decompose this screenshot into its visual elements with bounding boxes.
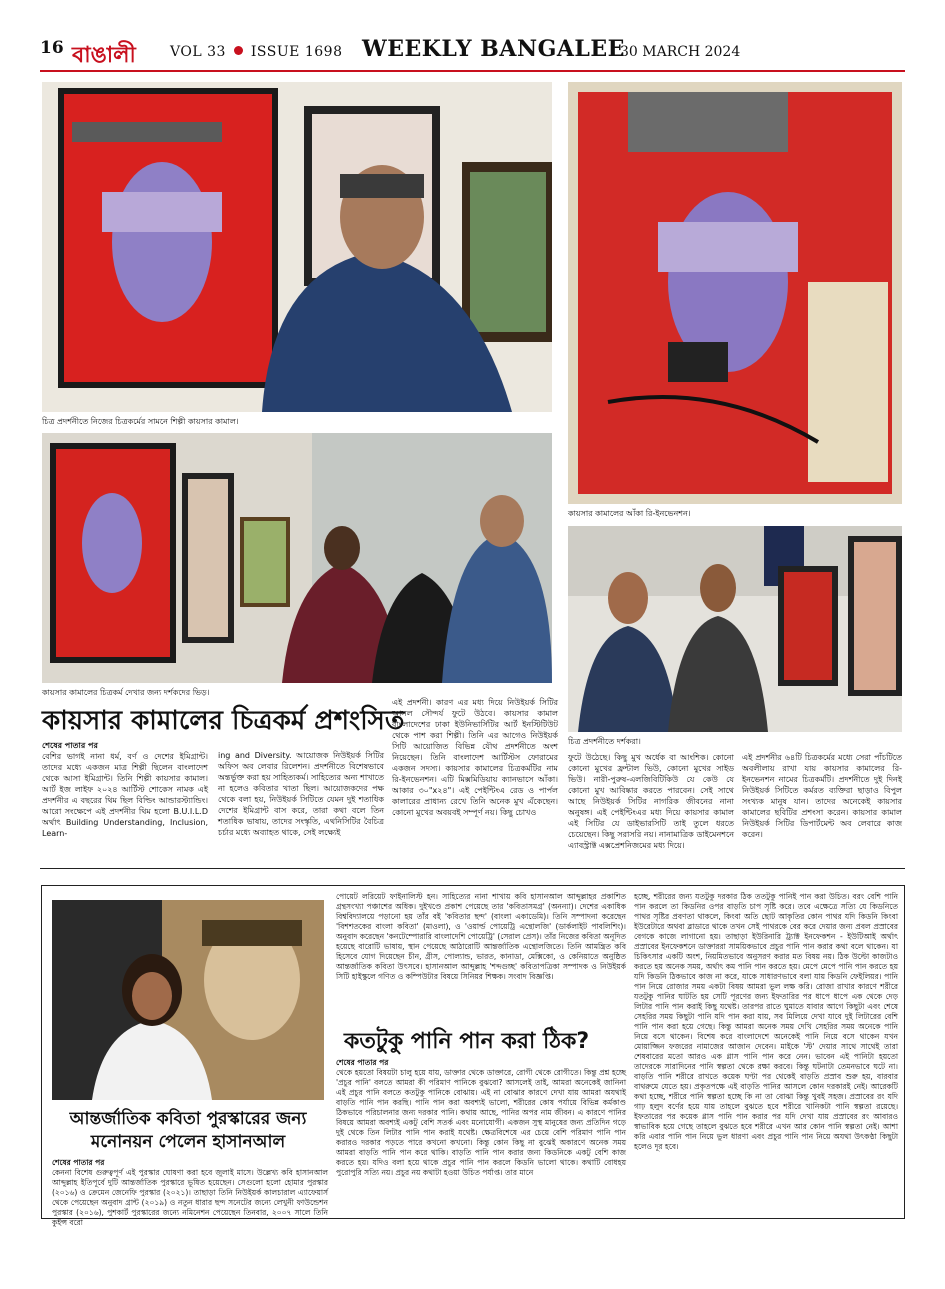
article1-col3-text: এই প্রদর্শনী। কারণ এর মধ্য দিয়ে নিউইয়র্ক সিটির আসল সৌন্দর্য ফুটে উঠবে। কায়সার কামাল বাংলাদেশের ঢাকা ইউনিভার্সিটির আর্ট ইনস্টিটিউট থেকে পাশ করা শিল্পী। তিনি এর আগেও নিউইয়র্ক সিটি আয়োজিত বিভিন্ন যৌথ প্রদর্শনীতে অংশ নিয়েছেন। তিনি বাংলাদেশ আর্টিস্টস ফোরামের একজন সদস্য। কায়সার কামালের চিত্রকর্মটির নাম রি-ইনভেনশন। এটি মিক্সমিডিয়ায় ক্যানভাসে আঁকা। আকার ৩০"x২৪"। এই পেইন্টিংএ রেড ও পার্পল কালারের প্রাধান্য রেখে তিনি অনেক মুখ এঁকেছেন। কোনো মুখের অবয়বই সম্পূর্ণ নয়। কিছু চোখও [392, 698, 558, 817]
article2-continued: শেষের পাতার পর [52, 1158, 105, 1167]
article1-col1-text: বেশির ভাগই নানা ধর্ম, বর্ণ ও দেশের ইমিগ্রান্ট। তাদের মধ্যে একজন মাত্র শিল্পী ছিলেন বাংলাদেশ থেকে আসা ইমিগ্রান্ট। তিনি শিল্পী কায়সার কামাল। আর্ট ইজ লাইফ ২০২৪ আর্টিস্ট শোকেস নামক এই প্রদর্শনীর এ বছরের থিম ছিল বিল্ডিং আন্ডারস্ট্যান্ডিং। আরো সংক্ষেপে এই প্রদর্শনীর থিম হলো B.U.I.L.D অর্থাৎ Building Understanding, Inclusion, Learn- [42, 752, 208, 838]
article1-continued: শেষের পাতার পর [42, 741, 98, 750]
photo-visitors [568, 526, 902, 732]
photo-visitors-caption: চিত্র প্রদর্শনীতে দর্শকরা। [568, 737, 641, 746]
photo-artist-caption: চিত্র প্রদর্শনীতে নিজের চিত্রকর্মের সামনে শিল্পী কায়সার কামাল। [42, 417, 239, 426]
article3-col1 [336, 1058, 626, 1212]
article1-col2-text: ing and Diversity. আয়োজক নিউইয়র্ক সিটির অফিস অব লেবার রিলেশন। প্রদর্শনীতে বিশেষভাবে অন্তর্ভুক্ত করা হয় সাহিত্যকর্ম। সাহিত্যের অন্য শাখাতে না হলেও কবিতার খাতা ছিল। আয়োজকদের পক্ষ থেকে বলা হয়, নিউইয়র্ক সিটিতে যেমন দুই শতাধিক দেশের ইমিগ্রান্ট বাস করে, তারা কথা বলে তিন শতাধিক ভাষায়, তাদের সংস্কৃতি, এথনিসিটির বৈচিত্র চর্চার মধ্যে অব্যাহত থাকে, সেই লক্ষ্যেই [218, 751, 384, 837]
photo-crowd-caption: কায়সার কামালের চিত্রকর্ম দেখার জন্য দর্শকদের ভিড়। [42, 688, 210, 697]
article1-col3 [392, 697, 558, 864]
article1-col1 [42, 740, 208, 864]
article3-col1-text: থেকে হয়তো বিষয়টা চালু হয়ে যায়, ডাক্তার থেকে ডাক্তারে, রোগী থেকে রোগীতে। কিন্তু প্রশ্ন হচ্ছে 'প্রচুর পানি' বলতে আমরা কী পরিমাণ পানিকে বুঝবো? আসলেই তাই, আমরা অনেকেই জানিনা এই প্রচুর পানি বলতে কতটুকু পানিকে বোঝায়। এই না বোঝার কারণে দেখা যায় আমরা অযথাই বাড়তি পানি পান করছি। পানি পান করা অবশ্যই ভালো, শরীরের কোষ পর্যায়ে বিভিন্ন কর্মকাণ্ড ঠিকভাবে পরিচালনার জন্য দরকার পানি। কথায় আছে, পানির অপর নাম জীবন। এ কারণে পানির বিষয়ে আমরা অবশ্যই একটু বেশি সতর্ক এবং মনোযোগী। একজন সুস্থ মানুষের জন্য প্রতিদিন গড়ে দুই থেকে তিন লিটার পানি পান করাই যথেষ্ট। ক্ষেত্রবিশেষে এর চেয়ে বেশি পরিমাণ পানি পান করারও দরকার পড়তে পারে কখনো কখনো। কিন্তু কোন কিছু না বুঝেই অকারণে অনেক সময় আমরা বাড়তি পানি পান করে থাকি। বাড়তি পানি পান করার জন্য কিডনিকে একটু বেশি কাজ করতে হয়। যদিও বলা হয়ে থাকে প্রচুর পানি পান করলে কিডনি ভালো থাকে। কথাটি বোধহয় পুরোপুরি সত্যি নয়। প্রচুর নয় কথাটা হওয়া উচিত পর্যাপ্ত। তার মানে [336, 1068, 626, 1177]
article2-body-text: কেননা বিশেষ গুরুত্বপূর্ণ এই পুরস্কার ঘোষণা করা হবে জুলাই মাসে। উল্লেখ্য কবি হাসানআল আব্দুল্লাহ ইতিপূর্বে দুটি আন্তর্জাতিক পুরস্কারে ভূষিত হয়েছেন। সেগুলো হলো হোমার পুরস্কার (২০১৬) ও ক্রেমেন জেনেফি পুরস্কার (২০২১)। তাছাড়া তিনি নিউইয়র্ক কালচারাল এ্যাফেয়ার্স থেকে পেয়েছেন অনুবাদ গ্রান্ট (২০১৯) ও নতুন ধারার ছন্দ সনেটের জন্যে লেখুনী ফাউন্ডেশন পুরস্কার (২০১৬), পুশকার্ট পুরস্কারের জন্যে নমিনেশন পেয়েছেন তিনবার, ২০০৭ সালে তিনি কুইন্স বরো [52, 1168, 328, 1227]
issue-info [170, 44, 342, 60]
publication-title: WEEKLY BANGALEE [362, 36, 625, 62]
photo-painting-caption: কায়সার কামালের আঁকা রি-ইনভেনশন। [568, 509, 691, 518]
volume-label: VOL 33 [170, 44, 226, 60]
article3-continued: শেষের পাতার পর [336, 1058, 389, 1067]
svg-text:বাঙালী: বাঙালী [72, 43, 136, 68]
photo-painting [568, 82, 902, 504]
article3-headline: কতটুকু পানি পান করা ঠিক? [344, 1029, 590, 1054]
article1-col2 [218, 750, 384, 864]
article2-headline [52, 1108, 324, 1154]
article2-headline-line1: আন্তর্জাতিক কবিতা পুরস্কারের জন্য [69, 1109, 307, 1129]
article2-col2-text: পোয়েট লরিয়েট ফাইনালিস্ট হন। সাহিত্যের নানা শাখায় কবি হাসানআল আব্দুল্লাহর প্রকাশিত গ্রন্থসংখ্যা পঞ্চাশের অধিক। দুইখণ্ডে প্রকাশ পেয়েছে তার 'কবিতাসমগ্র' (অনন্যা)। দেশের একাধিক বিশ্ববিদ্যালয়ে পড়ানো হয় তাঁর বই 'কবিতার ছন্দ' (বাংলা একাডেমি)। তিনি সম্পাদনা করেছেন 'বিশশতকের বাংলা কবিতা' (মাওলা), ও 'ওয়ার্ল্ড পোয়েট্রি এন্থোলজি' (ডার্কলাইট পাবলিশিং)। অনুবাদ করেছেন 'কনটেম্পোরারি বাংলাদেশি পোয়েট্রি' (সেরাল প্রেস)। তাঁর নিজের কবিতা অনূদিত হয়েছে বারোটি ভাষায়, স্থান পেয়েছে আঠারোটি আন্তর্জাতিক এন্থোলজিতে। তিনি আমন্ত্রিত কবি হিসেবে যোগ দিয়েছেন চীন, গ্রীস, পোল্যান্ড, ভারত, কানাডা, মেক্সিকো, ও কেনিয়াতে অনুষ্ঠিত আন্তর্জাতিক কবিতা উৎসবে। হাসানআল আব্দুল্লাহ 'শব্দগুচ্ছ' কবিতাপত্রিকা সম্পাদক ও নিউইয়র্ক সিটি হাইস্কুলে গণিত ও কম্পিউটার বিষয়ে সিনিয়র শিক্ষক। সংবাদ বিজ্ঞপ্তি। [336, 892, 626, 981]
article3-col2 [634, 892, 898, 1212]
photo-poet [52, 900, 324, 1100]
bullet-dot-icon [234, 46, 243, 55]
photo-crowd [42, 433, 552, 683]
article2-body [52, 1158, 328, 1227]
issue-date: 30 MARCH 2024 [620, 44, 741, 60]
article1-col5-text: এই প্রদর্শনীর ৬৪টি চিত্রকর্মের মধ্যে সেরা পাঁচটিতে অবলীলায় রাখা যায় কায়সার কামালের রি-ইনভেনশন নামের চিত্রকর্মটি। প্রদর্শনীতে দুই দিনই নিউইয়র্ক সিটিতে কর্মরত ব্যক্তিরা ছাড়াও বিপুল সংখ্যক মানুষ যান। তাদের অনেকেই কায়সার কামালের ছবিটির প্রশংসা করেন। কায়সার কামাল নিউইয়র্ক সিটির ডিপার্টমেন্ট অব লেবারে কাজ করেন। [742, 753, 902, 839]
article3-col2-text: হচ্ছে, শরীরের জন্য যতটুকু দরকার ঠিক ততটুকু পানিই পান করা উচিত। বরং বেশি পানি পান করলে তা কিডনির ওপর বাড়তি চাপ সৃষ্টি করে। তবে এক্ষেত্রে সত্যি যে কিডনিতে পাথর সৃষ্টির প্রবণতা থাকলে, কিংবা অতি ছোট আকৃতির কোন পাথর যদি কিডনি কিংবা ইউরেটারে অথবা ব্লাডারে থাকে তখন সেই পাথরকে বের করে দেয়ার জন্য প্রবল প্রস্রাবের বেগকে কাজে লাগানো হয়। তাছাড়া ইউরিনারি ট্র্যাক্ট ইনফেকশন - ইউটিআই অর্থাৎ প্রস্রাবের ইনফেকশনে ডাক্তাররা সাময়িকভাবে প্রচুর পানি পান করার কথা বলে থাকেন। যা চিকিৎসার একটি অংশ, নিয়মিতভাবে অনুসরণ করার মত বিষয় নয়। ঠিক উল্টো কাজটাও করতে হয় অনেক সময়, অর্থাৎ কম পানি পান করতে হয়। মেপে মেপে পানি পান করতে হয় যদি কিডনি ঠিকভাবে কাজ না করে, যাকে সাধারণভাবে বলা যায় কিডনি ফেইলিয়র। পানি পান নিয়ে রোজার সময় একটা বিষয় আমরা ভুল লক্ষ করি। রোজা রাখার কারণে শরীরে যতটুকু পানির ঘাটতি হয় সেটি পূরণের জন্য ইফতারির পর ধাপে ধাপে এক থেকে দেড় লিটার পানি পান করাই কিছু যথেষ্ট। তারপর রাতে ঘুমাতে যাবার আগে কিছুটা এবং শেষে সেহরির সময় কিছুটা পানি যদি পান করা যায়, সব মিলিয়ে দেখা যাবে দুই লিটারের বেশি পানি পান করা হয়ে গেছে। কিন্তু আমরা অনেক সময় দেখি সেহরির সময় অনেকে পানি নিয়ে বসে থাকেন। বিশেষ করে বাংলাদেশে অনেকেই পানি নিয়ে বসে থাকেন যখন মোয়াজ্জিন ফজরের নামাজের আজান দেবেন। মাইকে 'স্ট' দেয়ার সাথে সাথেই তারা শেষবারের মতো আরও এক গ্লাস পানি পান করে নেন। ভাবেন এই পানিটা হয়তো তাদেরকে সারাদিনের পানি স্বল্পতা থেকে রক্ষা করবে। কিন্তু ঘটনাটা তেমনভাবে ঘটে না। বাড়তি পানি শরীরে রাখতে কয়েক ঘণ্টা পর থেকেই বাড়তি প্রস্রাব শুরু হয়, বারবার বাথরুমে যেতে হয়। প্রকৃতপক্ষে এই বাড়তি পানির আসলে কোন দরকারই নেই। আরেকটি কথা হচ্ছে, শরীরে পানি স্বল্পতা হচ্ছে কি না তা বোঝা কিন্তু খুবই সহজ। প্রস্রাবের রং যদি গাঢ় হলুদ বর্ণের হয়ে যায় তাহলে বুঝতে হবে শরীরে খানিকটা পানি স্বল্পতা রয়েছে। ইফতারের পর কয়েক গ্লাস পানি পান করার পর যদি দেখা যায় প্রস্রাবের রং আবারও স্বাভাবিক হয়ে গেছে তাহলে বুঝতে হবে শরীরে এখন আর কোন পানি স্বল্পতা নেই। আশা করি এবার পানি পান নিয়ে ভুল ধারণা এবং প্রচুর পানি পান নিয়ে অযথা উৎকণ্ঠা কিছুটা হলেও দূর হবে। [634, 892, 898, 1151]
masthead-logo [68, 38, 178, 68]
issue-label: ISSUE 1698 [250, 44, 343, 60]
header-rule [40, 70, 905, 72]
article1-col5 [742, 752, 902, 864]
article1-col4-text: ফুটে উঠেছে। কিছু মুখ অর্ধেক বা আংশিক। কোনো কোনো মুখের ফ্রন্টাল ভিউ, কোনো মুখের সাইড ভিউ। নারী-পুরুষ-এলজিবিটিকিউ যে কেউ যে কোনো মুখ আবিষ্কার করতে পারবেন। সেই সাথে আছে নিউইয়র্ক সিটির নাগরিক জীবনের নানা অনুষঙ্গ। এই পেইন্টিংএর মধ্য দিয়ে কায়সার কামাল এই সিটির যে ডাইভারসিটি তাই তুলে ধরতে চেয়েছেন। কিছু সরাসরি নয়। নানামাত্রিক ডাইমেনশনে এ্যাবস্ট্রাক্ট এক্সপ্রেশনিজমের মধ্য দিয়ে। [568, 753, 734, 850]
photo-artist [42, 82, 552, 412]
article1-col4 [568, 752, 734, 864]
page-header [40, 38, 905, 72]
article2-col2 [336, 892, 626, 1012]
section-rule [40, 868, 905, 869]
article2-headline-line2: মনোনয়ন পেলেন হাসানআল [90, 1132, 286, 1152]
article1-headline: কায়সার কামালের চিত্রকর্ম প্রশংসিত [42, 706, 405, 736]
page-number: 16 [40, 38, 64, 58]
